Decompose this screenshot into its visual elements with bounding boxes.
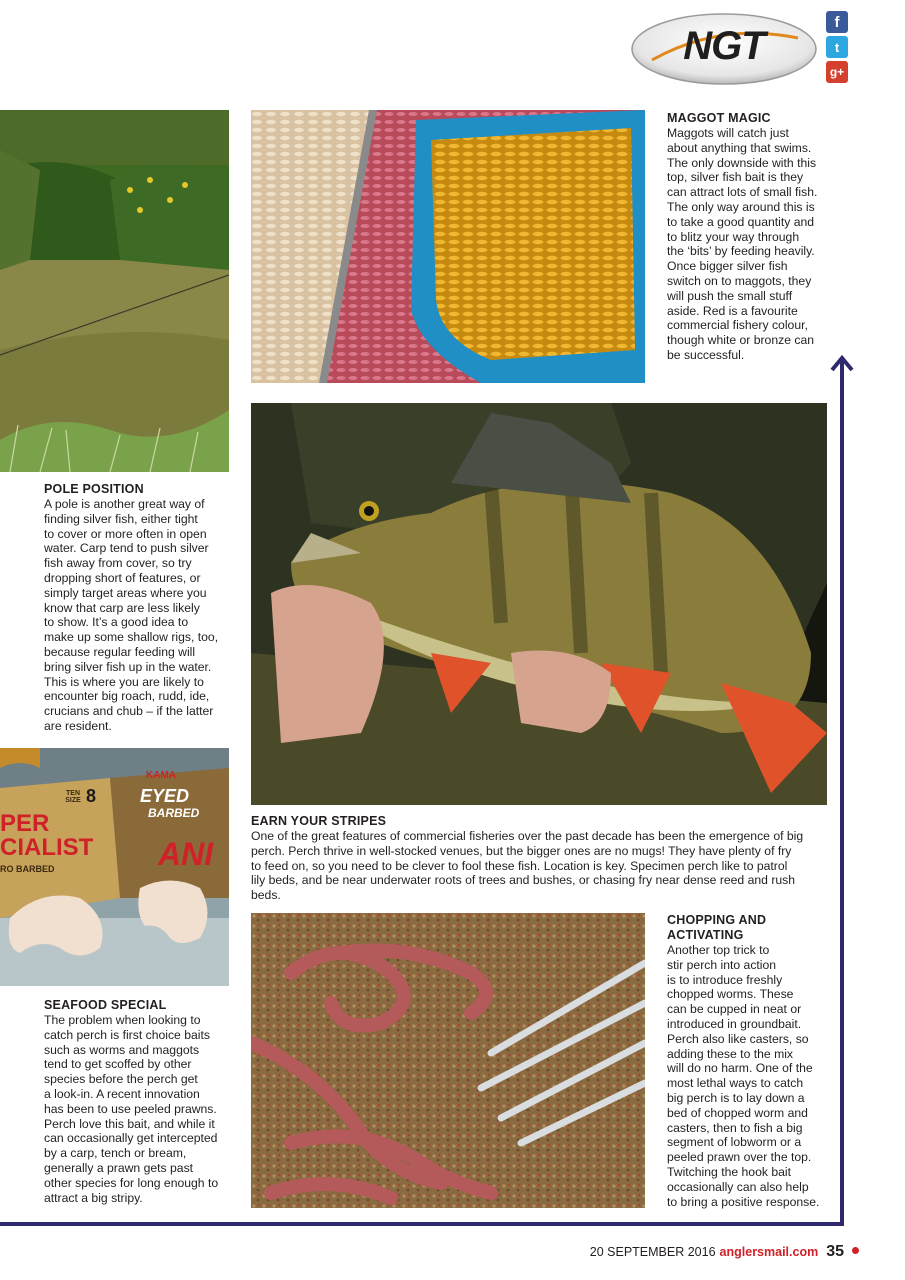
pole-position-body: A pole is another great way of finding silver fish, either tight to cover or more often in open water. Carp tend to push silver fish away from cover, so try dropping short of features, or simply target areas where you know that carp are less likely to show. It’s a good idea to make up some shallow rigs, too, because regular feeding will bring silver fish up in the water. This is where you are likely to encounter big roach, rudd, ide, crucians and chub – if the latter are resident. [44, 497, 219, 733]
maggot-magic-body: Maggots will catch just about anything that swims. The only downside with this top, silver fish bait is they can attract lots of small fish. The only way around this is to take a good quantity and to blitz your way through the ‘bits’ by feeding heavily. Once bigger silver fish switch on to maggots, they will push the small stuff aside. Red is a favourite commercial fishery colour, though white or bronze can be successful. [667, 126, 818, 362]
packet-micro: RO BARBED [0, 864, 55, 874]
facebook-icon[interactable]: f [826, 11, 848, 33]
packet-size-number: 8 [86, 786, 97, 806]
packet-ani: ANI [158, 836, 214, 872]
twitter-icon[interactable]: t [826, 36, 848, 58]
chopping-heading: CHOPPING AND ACTIVATING [667, 913, 767, 942]
page-footer [590, 1243, 859, 1261]
seafood-special-heading: SEAFOOD SPECIAL [44, 998, 167, 1012]
ngt-logo [630, 12, 818, 86]
page-number: 35 [826, 1243, 844, 1260]
footer-dot [852, 1247, 859, 1254]
footer-date: 20 SEPTEMBER 2016 [589, 1245, 716, 1259]
packet-brand-fragment: KAMA [146, 770, 176, 781]
pole-position-heading: POLE POSITION [44, 482, 144, 496]
earn-your-stripes-body: One of the great features of commercial fisheries over the past decade has been the emergence of big perch. Perch thrive in well-stocked venues, but the bigger ones are no mugs! They have plenty of fry to feed on, so you need to be clever to fool these fish. Location is key. Specimen perch like to patrol lily beds, and be near underwater roots of trees and bushes, or chasing fry near dense reed and rush beds. [251, 829, 804, 903]
earn-your-stripes-heading: EARN YOUR STRIPES [251, 814, 387, 828]
logo-text: NGT [683, 24, 765, 68]
seafood-special-body: The problem when looking to catch perch is first choice baits such as worms and maggots tend to get scoffed by other species before the perch get a look-in. A recent innovation has been to use peeled prawns. Perch love this bait, and while it can occasionally get intercepted by a carp, tench or bream, generally a prawn gets past other species for long enough to attract a big stripy. [44, 1013, 219, 1205]
chopping-body: Another top trick to stir perch into action is to introduce freshly chopped worms. These can be cupped in neat or introduced in groundbait. Perch also like casters, so adding these to the mix will do no harm. One of the most lethal ways to catch big perch is to lay down a bed of chopped worm and casters, then to fish a big segment of lobworm or a peeled prawn over the top. Twitching the hook bait occasionally can also help to bring a positive response. [667, 943, 820, 1209]
maggots-photo [251, 110, 645, 383]
footer-site-link[interactable]: anglersmail.com [719, 1245, 819, 1259]
packet-barbed: BARBED [148, 806, 200, 820]
packet-eyed: EYED [140, 786, 190, 806]
packet-specialist-2: CIALIST [0, 834, 94, 861]
maggot-magic-heading: MAGGOT MAGIC [667, 111, 771, 125]
packet-size-label: TEN SIZE [65, 790, 81, 804]
page-arrow [0, 350, 905, 1230]
packet-specialist-1: PER [0, 810, 50, 837]
google-plus-icon[interactable]: g+ [826, 61, 848, 83]
